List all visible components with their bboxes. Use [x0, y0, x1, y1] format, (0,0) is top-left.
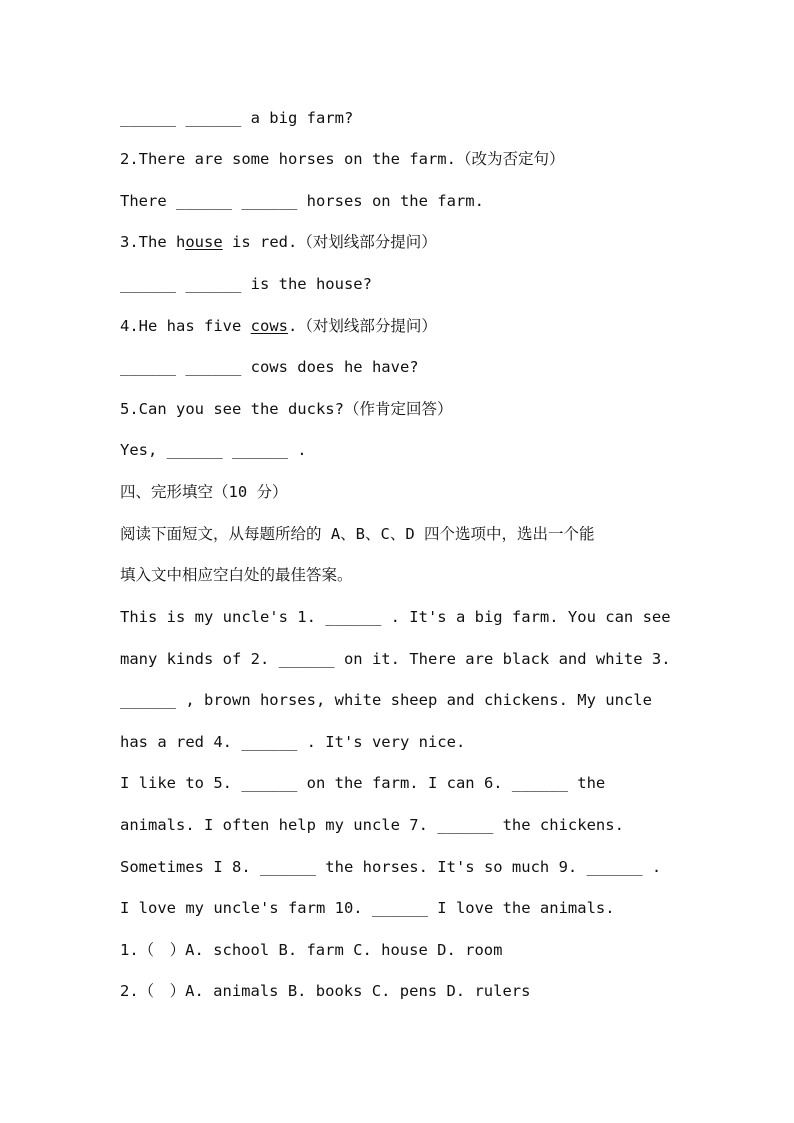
q3-text-after: is red.（对划线部分提问） — [222, 233, 437, 251]
instructions-line-2: 填入文中相应空白处的最佳答案。 — [120, 566, 353, 584]
q4-text-after: .（对划线部分提问） — [287, 317, 437, 335]
passage-line-8: I love my uncle's farm 10. ______ I love the animals. — [120, 899, 615, 917]
q4-text-before: 4.He has five — [120, 317, 251, 335]
q3-prompt — [120, 232, 690, 252]
passage-line-3: ______ , brown horses, white sheep and chickens. My uncle — [120, 691, 652, 709]
q1-blank-line: ______ ______ a big farm? — [120, 109, 354, 127]
passage-line-6: animals. I often help my uncle 7. ______ the chickens. — [120, 816, 624, 834]
q2-blank-line: There ______ ______ horses on the farm. — [120, 192, 484, 210]
q4-underlined-word: cows — [250, 317, 288, 335]
passage-line-4: has a red 4. ______ . It's very nice. — [120, 733, 466, 751]
q5-blank-line: Yes, ______ ______ . — [120, 441, 307, 459]
option-line-1: 1.（ ）A. school B. farm C. house D. room — [120, 941, 503, 959]
q3-text-before: 3.The h — [120, 233, 186, 251]
instructions-line-1: 阅读下面短文，从每题所给的 A、B、C、D 四个选项中，选出一个能 — [120, 525, 595, 543]
q4-prompt — [120, 316, 690, 336]
passage-line-2: many kinds of 2. ______ on it. There are black and white 3. — [120, 650, 671, 668]
section-heading: 四、完形填空（10 分） — [120, 483, 288, 501]
q3-underlined-word: ouse — [185, 233, 223, 251]
passage-line-1: This is my uncle's 1. ______ . It's a big farm. You can see — [120, 608, 671, 626]
passage-line-5: I like to 5. ______ on the farm. I can 6. ______ the — [120, 774, 606, 792]
q4-blank-line: ______ ______ cows does he have? — [120, 358, 419, 376]
q2-prompt: 2.There are some horses on the farm.（改为否定句） — [120, 150, 565, 168]
q3-blank-line: ______ ______ is the house? — [120, 275, 372, 293]
passage-line-7: Sometimes I 8. ______ the horses. It's so much 9. ______ . — [120, 858, 662, 876]
q5-prompt: 5.Can you see the ducks?（作肯定回答） — [120, 400, 453, 418]
option-line-2: 2.（ ）A. animals B. books C. pens D. rulers — [120, 982, 531, 1000]
